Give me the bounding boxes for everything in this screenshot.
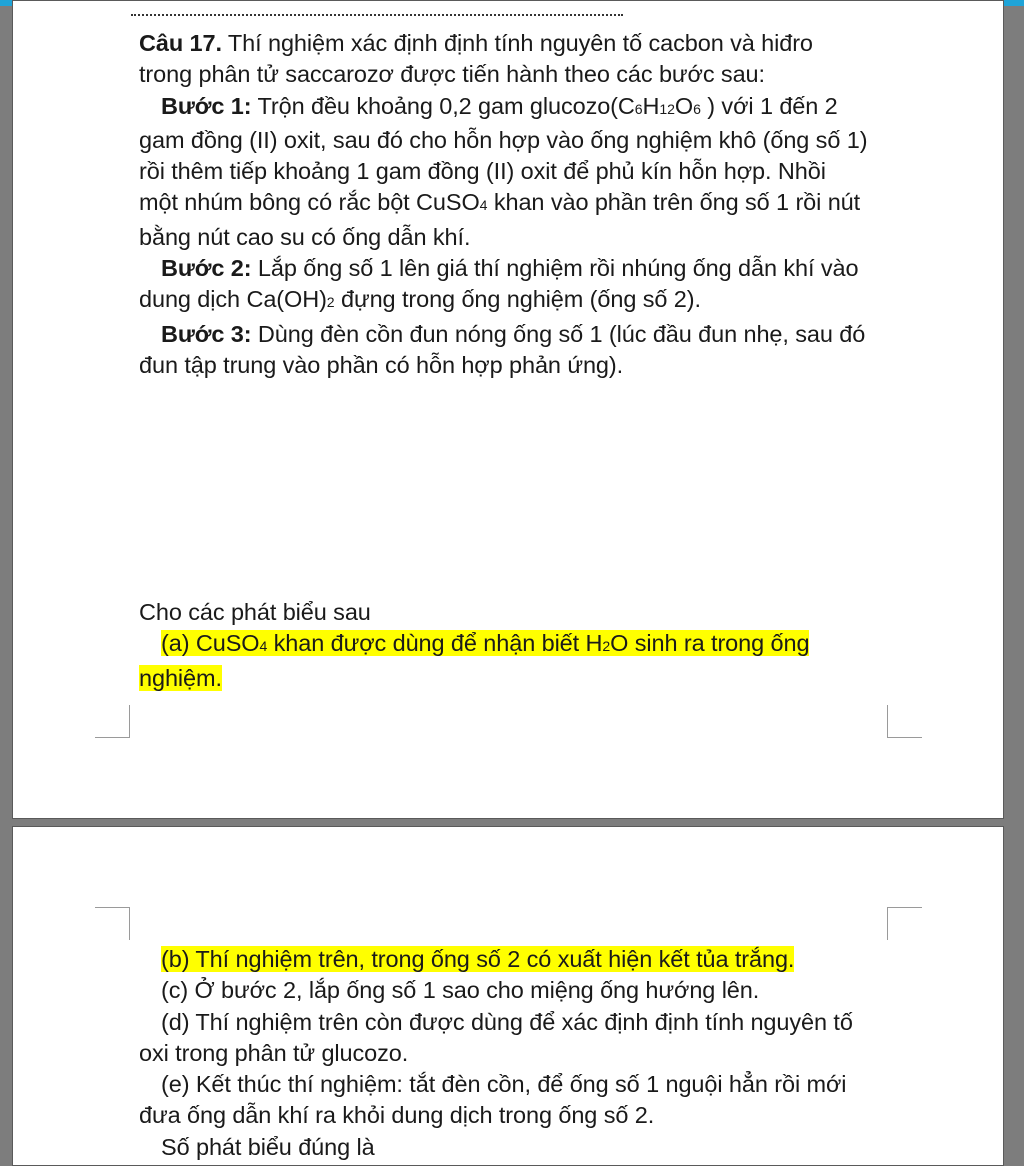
step-1 xyxy=(139,91,869,253)
step-1-text-a: Trộn đều khoảng 0,2 gam glucozo( xyxy=(251,92,618,119)
formula-o: O xyxy=(674,92,694,119)
formula-c: C xyxy=(617,92,635,119)
statement-a-sub2: 2 xyxy=(602,638,611,655)
step-2 xyxy=(139,253,869,319)
question-intro xyxy=(139,28,869,91)
step-3-text: Dùng đèn cồn đun nóng ống số 1 (lúc đầu đun nhẹ, sau đó đun tập trung vào phần có hỗn hợp phản ứng). xyxy=(139,320,866,378)
statement-a-pre: (a) CuSO xyxy=(161,630,260,657)
question-label: Câu 17. xyxy=(139,30,222,56)
document-page-1[interactable] xyxy=(12,0,1004,819)
statement-a-post: O sinh ra trong ống nghiệm. xyxy=(139,630,810,691)
formula-h: H xyxy=(642,92,660,119)
step-1-label: Bước 1: xyxy=(161,92,252,119)
statement-a xyxy=(139,628,869,694)
step-2-text-a: Lắp ống số 1 lên giá thí nghiệm rồi nhúng ống dẫn khí vào dung dịch Ca(OH) xyxy=(139,255,859,313)
highlight-a xyxy=(139,630,809,690)
statements-intro: Cho các phát biểu sau xyxy=(139,599,371,625)
dotted-separator xyxy=(131,14,623,16)
statement-final-partial: Số phát biểu đúng là xyxy=(161,1133,375,1160)
step-1-reagent-sub: 4 xyxy=(479,197,488,214)
margin-corner-mark xyxy=(95,907,130,940)
statement-a-sub1: 4 xyxy=(259,638,268,655)
statement-d: (d) Thí nghiệm trên còn được dùng để xác định định tính nguyên tố oxi trong phân tử glucozo. xyxy=(139,1008,853,1066)
statement-a-mid: khan được dùng để nhận biết H xyxy=(267,630,603,657)
statement-e: (e) Kết thúc thí nghiệm: tắt đèn cồn, để ống số 1 nguội hẳn rồi mới đưa ống dẫn khí ra khỏi dung dịch trong ống số 2. xyxy=(139,1071,847,1129)
step-1-text-b: ) với 1 đến 2 gam đồng (II) oxit, sau đó cho hỗn hợp vào ống nghiệm khô (ống số 1) rồi thêm tiếp khoảng 1 gam đồng (II) oxit để phủ kín hỗn hợp. Nhồi một nhúm bông có rắc bột xyxy=(139,92,868,216)
step-1-reagent: CuSO xyxy=(416,189,480,216)
step-2-text-b: đựng trong ống nghiệm (ống số 2). xyxy=(334,286,701,313)
document-page-2[interactable] xyxy=(12,826,1004,1166)
question-intro-text: Thí nghiệm xác định định tính nguyên tố cacbon và hiđro trong phân tử saccarozơ được tiến hành theo các bước sau: xyxy=(139,30,813,88)
step-2-label: Bước 2: xyxy=(161,255,252,282)
statements-block-1 xyxy=(139,597,869,694)
glucose-formula xyxy=(618,93,701,119)
statements-block-2 xyxy=(139,944,869,1163)
step-2-sub: 2 xyxy=(326,294,335,311)
statement-c: (c) Ở bước 2, lắp ống số 1 sao cho miệng ống hướng lên. xyxy=(161,977,760,1004)
step-1-text-c: khan vào phần trên ống số 1 rồi nút bằng nút cao su có ống dẫn khí. xyxy=(139,189,861,250)
margin-corner-mark xyxy=(887,907,922,940)
formula-o-sub: 6 xyxy=(693,100,701,117)
formula-h-sub: 12 xyxy=(659,100,675,117)
margin-corner-mark xyxy=(887,705,922,738)
highlight-b: (b) Thí nghiệm trên, trong ống số 2 có xuất hiện kết tủa trắng. xyxy=(161,946,795,972)
statement-b xyxy=(139,944,869,975)
step-3 xyxy=(139,319,869,382)
question-body xyxy=(139,28,869,381)
step-3-label: Bước 3: xyxy=(161,320,252,347)
margin-corner-mark xyxy=(95,705,130,738)
formula-c-sub: 6 xyxy=(634,100,643,117)
